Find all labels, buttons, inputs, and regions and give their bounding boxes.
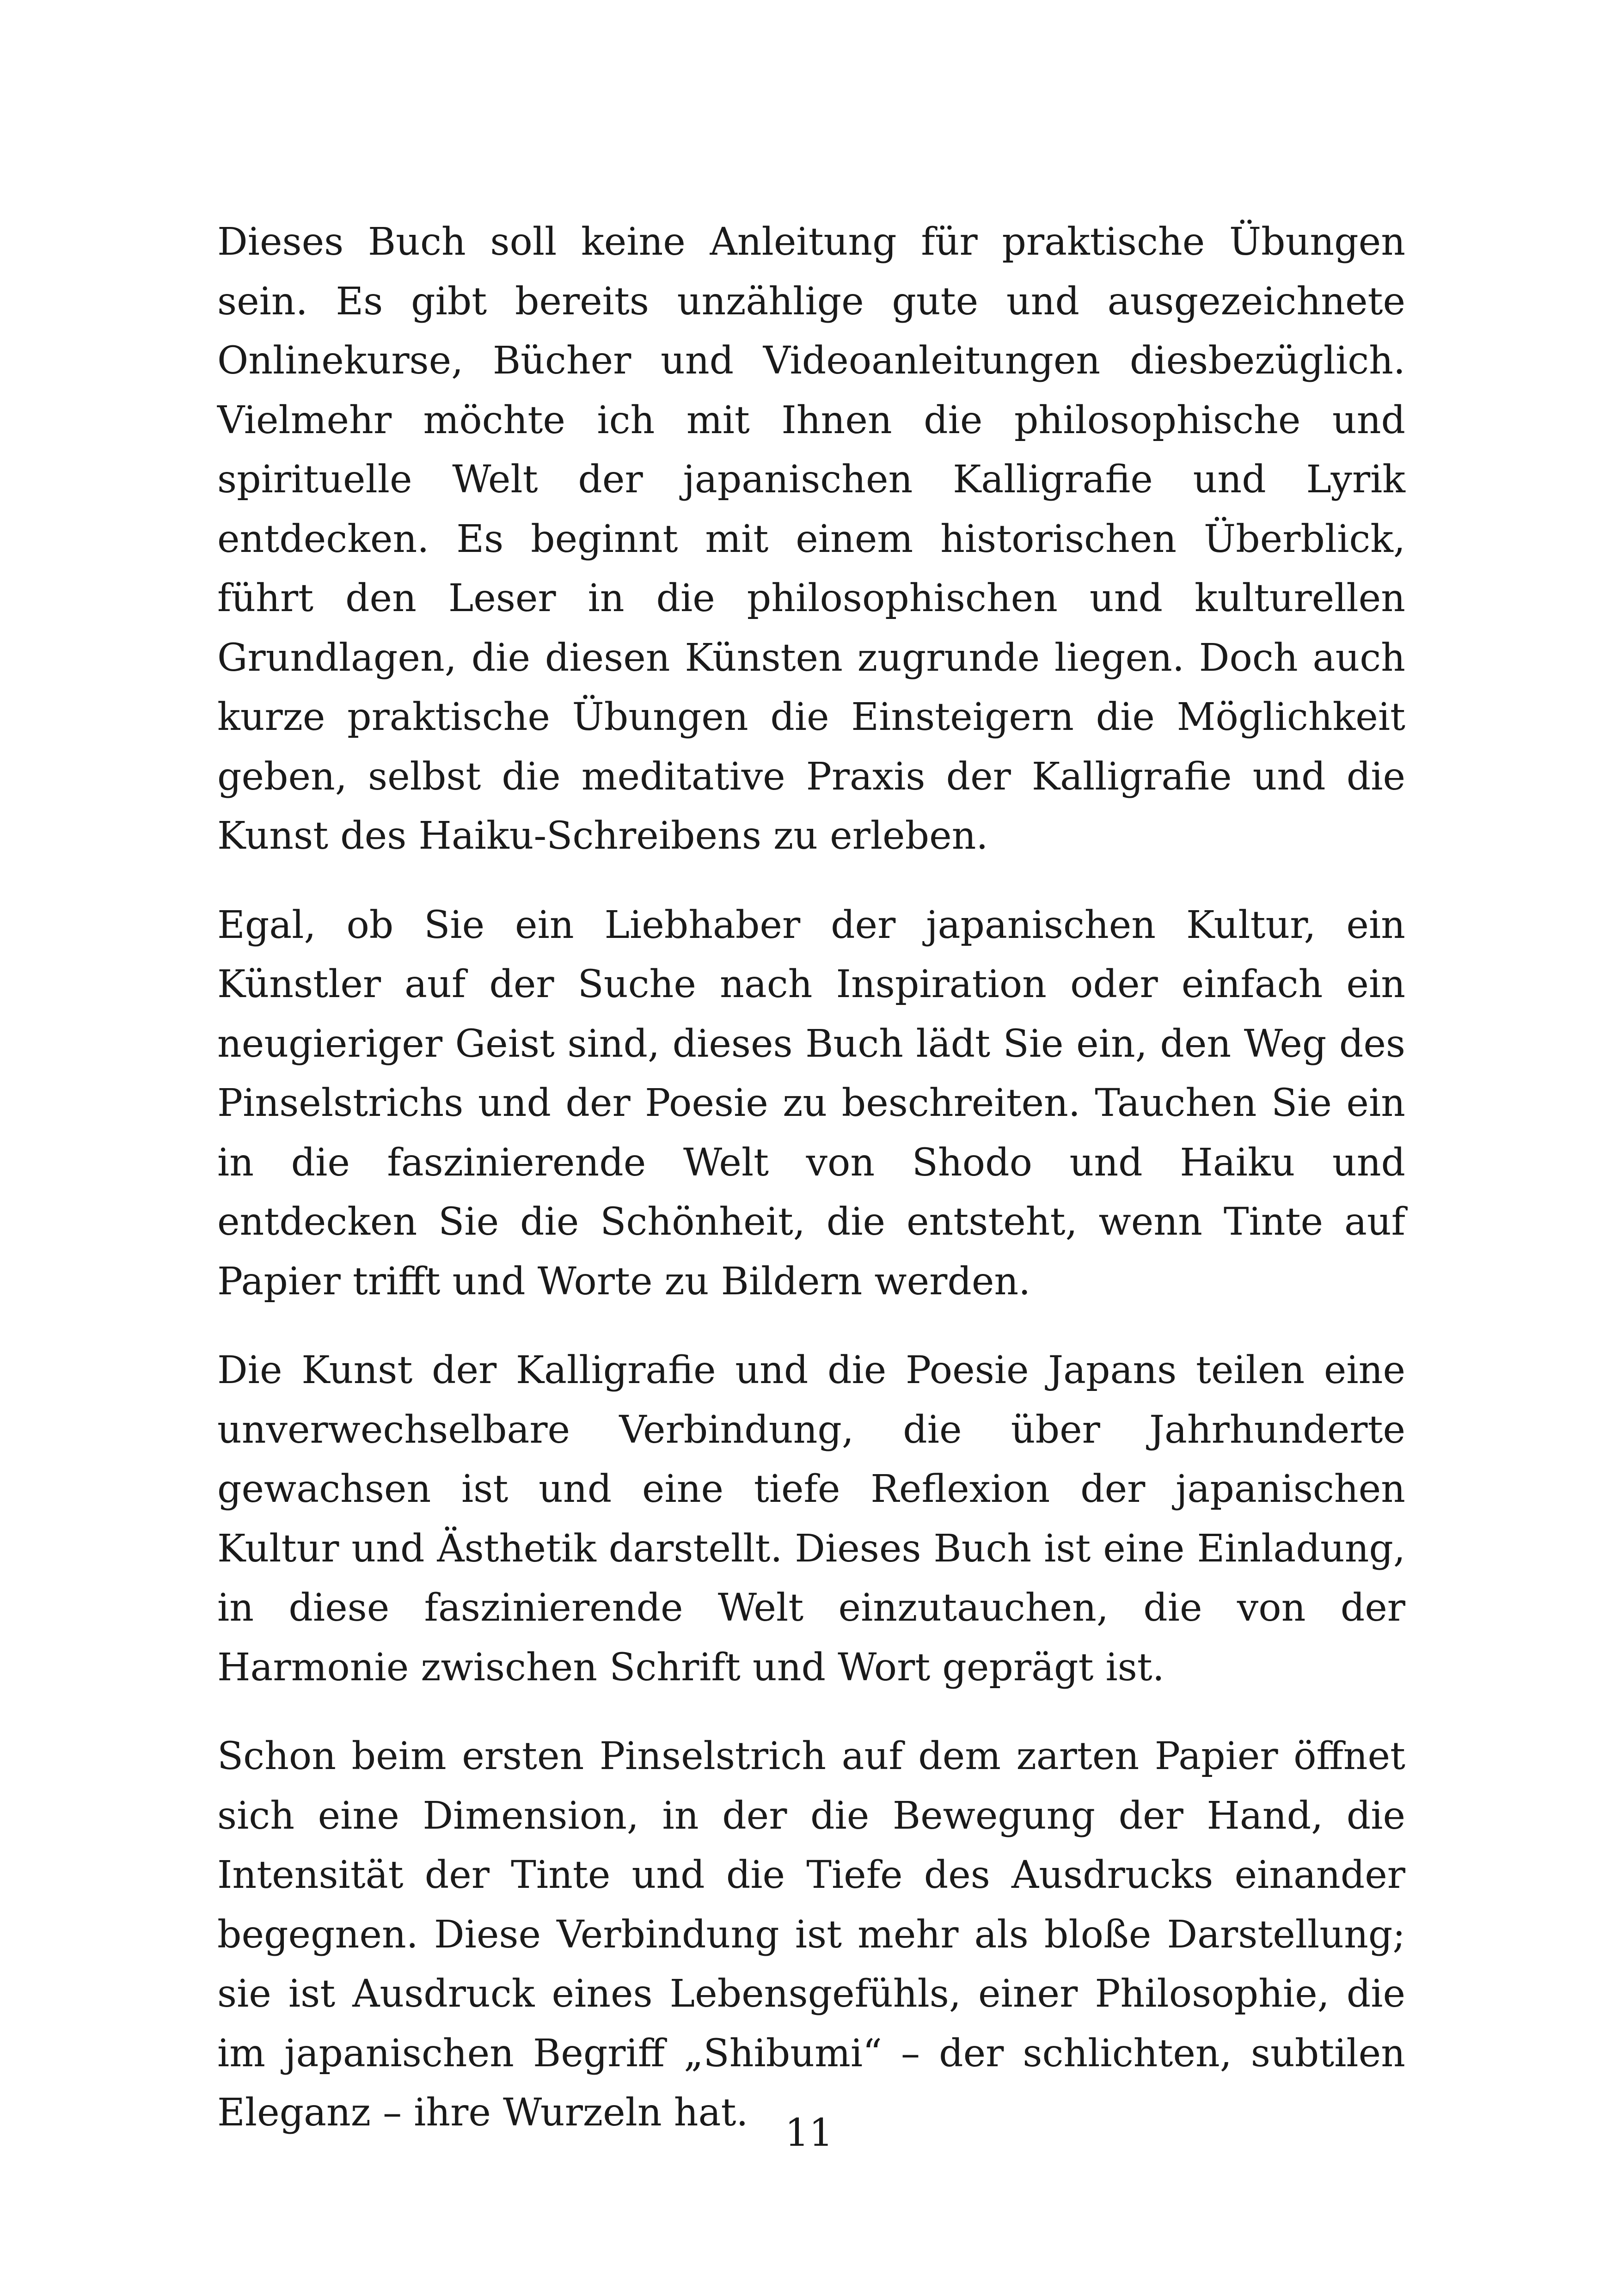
paragraph-shibumi: Schon beim ersten Pinselstrich auf dem zarten Papier öffnet sich eine Dimension, in der die Bewegung der Hand, die Intensität der Tinte und die Tiefe des Ausdrucks einander begegnen. Diese Verbindung ist mehr als bloße Darstellung; sie ist Ausdruck eines Lebensgefühls, einer Philosophie, die im japanischen Begriff „Shibumi“ – der schlichten, subtilen Eleganz – ihre Wurzeln hat.: [217, 1734, 1405, 2135]
paragraph-connection: Die Kunst der Kalligrafie und die Poesie Japans teilen eine unverwechselbare Verbindung, die über Jahrhunderte gewachsen ist und eine tiefe Reflexion der japanischen Kultur und Ästhetik darstellt. Dieses Buch ist eine Einladung, in diese faszinierende Welt einzutauchen, die von der Harmonie zwischen Schrift und Wort geprägt ist.: [217, 1348, 1405, 1690]
paragraph-intro: Dieses Buch soll keine Anleitung für praktische Übungen sein. Es gibt bereits unzählige gute und ausgezeichnete Onlinekurse, Bücher und Videoanleitungen diesbezüglich. Vielmehr möchte ich mit Ihnen die philosophische und spirituelle Welt der japanischen Kalligrafie und Lyrik entdecken. Es beginnt mit einem historischen Überblick, führt den Leser in die philosophischen und kulturellen Grundlagen, die diesen Künsten zugrunde liegen. Doch auch kurze praktische Übungen die Einsteigern die Möglichkeit geben, selbst die meditative Praxis der Kalligrafie und die Kunst des Haiku-Schreibens zu erleben.: [217, 220, 1405, 858]
body-text: [217, 213, 1405, 2173]
page-number: 11: [784, 2111, 834, 2155]
paragraph-invitation: Egal, ob Sie ein Liebhaber der japanischen Kultur, ein Künstler auf der Suche nach Inspiration oder einfach ein neugieriger Geist sind, dieses Buch lädt Sie ein, den Weg des Pinselstrichs und der Poesie zu beschreiten. Tauchen Sie ein in die faszinierende Welt von Shodo und Haiku und entdecken Sie die Schönheit, die entsteht, wenn Tinte auf Papier trifft und Worte zu Bildern werden.: [217, 903, 1405, 1304]
